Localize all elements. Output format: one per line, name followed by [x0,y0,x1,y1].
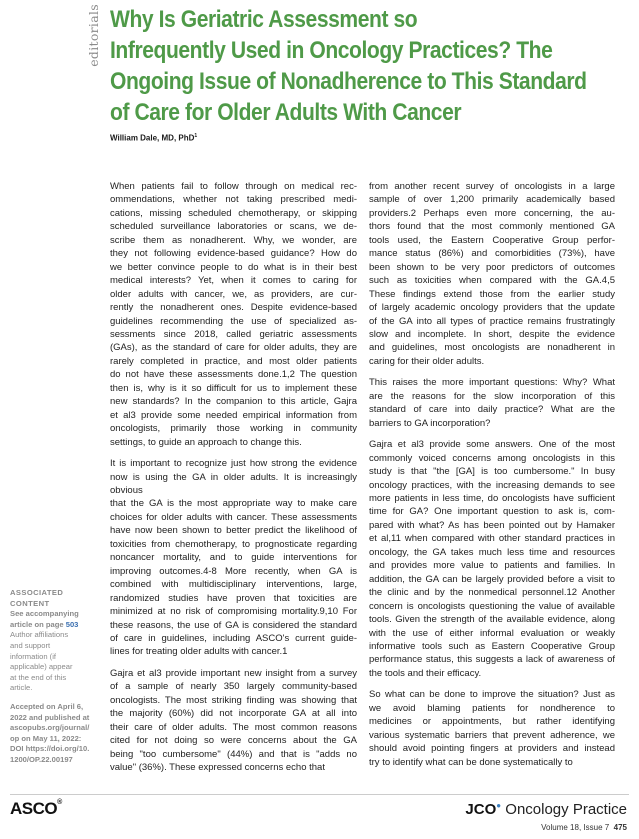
text-line: Gajra et al3 provide important new insight from a survey [110,667,357,679]
text-line: are the reasons for the slow incorporation of this [369,390,615,402]
text-line: time for GA? One important question to ask is, com- [369,506,615,518]
text-line: we avoid blaming patients for nondherence to [369,702,615,714]
text-line: more patients in less time, do oncologists have sufficient [369,492,615,504]
companion-article-link[interactable] [10,609,106,630]
text-line: barriers to GA incorporation? [369,417,491,429]
sidebar-heading-line: CONTENT [10,598,50,608]
text-line: sessments since 2018, called geriatric assessments [110,328,357,340]
text-line: et al,11 when compared with other standard practices in [369,533,615,545]
text-line: being "too cumbersome" (44%) and that is "adds no [110,748,357,760]
text-line: tools used, the Eastern Cooperative Group perfor- [369,234,615,246]
journal-title: Oncology Practice [501,801,627,818]
title-line: Infrequently Used in Oncology Practices? The [110,37,553,64]
text-line: addition, the GA can be largely provided before a visit to [369,573,615,585]
text-line: It is important to recognize just how strong the evidence [110,458,357,470]
text-line: various systematic barriers that prevent adherence, we [369,729,615,741]
text-line: have now been shown to better predict the likelihood of [110,525,357,537]
text-line: improving outcomes.4-8 More recently, when GA is [110,565,357,577]
sidebar-text-line: applicable) appear [10,662,73,672]
sidebar-text-line: op on May 11, 2022: [10,733,82,743]
text-line: value" (36%). These expressed concerns echo that [110,762,325,774]
text-line: then is, why is it so difficult for us to implement these [110,382,357,394]
text-line: and guidelines, most oncologists are nonadherent in [369,342,615,354]
text-line: lines for treating older adults with cancer.1 [110,646,288,658]
body-paragraph [369,376,615,430]
text-line: When patients fail to follow through on medical rec- [110,181,357,192]
body-paragraph [369,180,615,368]
publisher-name: ASCO [10,799,58,818]
text-line: slow and incomplete. In short, despite the evidence [369,328,615,340]
text-line: the clinic and by the nonmedical personnel.12 Another [369,587,615,599]
journal-prefix: JCO [465,801,497,818]
text-line: of care in guidelines, including ASCO's current guide- [110,632,357,644]
sidebar-heading-line: ASSOCIATED [10,588,64,597]
text-line: informative tools such as Eastern Cooperative Group [369,640,615,652]
footer-divider [10,794,629,795]
text-line: (GAs), as the standard of care for older adults, they are [110,342,357,354]
text-line: settings, to guide an approach to change this. [110,436,302,448]
text-line: medical interests? Yet, when it comes to caring for [110,275,357,287]
text-line: medicines or appointments, but rather identifying [369,716,615,728]
text-line: oncology practices, with the increasing demands to see [369,479,615,491]
text-line: oncologists, primarily those working in community [110,423,357,435]
sidebar-text-line: 1200/OP.22.00197 [10,754,73,764]
text-line: oncologists. The most striking finding was showing that [110,694,357,706]
title-line: of Care for Older Adults With Cancer [110,99,462,126]
sidebar-link-line [10,620,106,631]
text-line: thors found that the most commonly mentioned GA [369,221,615,233]
text-line: guidelines recommending the use of specialized as- [110,315,357,327]
text-line: do not have these assessments done.1,2 The question [110,369,357,381]
body-paragraph [369,438,615,680]
text-line: choices for older adults with cancer. These assessments [110,511,357,523]
text-line: cations, missing scheduled chemotherapy, or skipping [110,207,357,219]
sidebar-text-line: DOI https://doi.org/10. [10,744,90,754]
title-line: Ongoing Issue of Nonadherence to This Standard [110,68,587,95]
text-line: these reasons, the use of GA is considered the standard [110,619,357,631]
text-line: the tools and their efficacy. [369,667,482,679]
left-column [110,180,357,782]
text-line: they not following evidence-based guidance? How do [110,248,357,260]
journal-dot-icon: ● [496,801,502,810]
author-byline [110,133,197,143]
body-paragraph [110,667,357,775]
text-line: tools. Given the strength of the available evidence, along [369,614,615,626]
sidebar-link-line: See accompanying [10,609,79,619]
sidebar-text-line: Author affiliations [10,630,69,640]
companion-page-number[interactable]: 503 [65,619,79,629]
text-line: new standards? In the companion to this article, Gajra [110,396,357,408]
article-title [110,4,630,128]
sidebar-text-line: at the end of this [10,672,67,682]
sidebar-text-line: information (if [10,651,57,661]
text-line: should avoid pointing fingers at providers and instead [369,743,615,755]
section-label: editorials [86,4,101,67]
text-line: of a sample of nearly 350 largely community-based [110,681,357,693]
sidebar-text-line: article. [10,683,33,693]
text-line: of the GA into all types of practice remains frustratingly [369,315,615,327]
sidebar-text-line: ascopubs.org/journal/ [10,723,90,733]
volume-info [541,823,627,832]
text-line: their care of older adults. The most common reasons [110,721,357,733]
text-line: older adults with cancer, we, as providers, are cur- [110,288,357,300]
text-line: sample of over 1,200 primarily academically based [369,194,615,206]
sidebar-text-line: Accepted on April 6, [10,701,84,711]
text-line: with the use of either informal evaluation or weakly [369,627,615,639]
asco-logo [10,799,62,819]
title-line: Why Is Geriatric Assessment so [110,6,418,33]
sidebar-text-line: and support [10,640,51,650]
text-line: These findings extend those from the earlier study [369,288,615,300]
text-line: cited for not doing so were concerns about the GA [110,735,357,747]
text-line: the majority (60%) did not incorporate GA at all into [110,708,357,720]
text-line: caring for their older adults. [369,355,485,367]
text-line: So what can be done to improve the situation? Just as [369,689,615,701]
text-line: minimized at no risk of compromising mortality.9,10 For [110,606,357,618]
text-line: scribe them as nonadherent. Why, we wonder, are [110,234,357,246]
publication-history [10,702,106,766]
body-paragraph [369,688,615,769]
text-line: et al3 provide some needed empirical information from [110,409,357,421]
text-line: oncology, the GA takes much less time and resources [369,546,615,558]
text-line: rarely completed in practice, and most older patients [110,355,357,367]
text-line: study is that "the [GA] is too cumbersome." In busy [369,466,615,478]
right-column [369,180,615,777]
text-line: that the GA is the most appropriate way to make care [110,498,357,510]
text-line: now is using the GA in older adults. It is increasingly obvious [110,471,357,496]
article-sidebar [10,588,106,766]
volume-issue: Volume 18, Issue 7 [541,823,610,832]
body-paragraph [110,457,357,659]
text-line: such as toxicities when compared with the GA.4,5 [369,275,615,287]
text-line: standard of care into daily practice? What are the [369,404,615,416]
text-line: rently the nonadherent ones. Despite evidence-based [110,302,357,314]
text-line: concern is oncologists questioning the value of available [369,600,615,612]
text-line: This raises the more important questions: Why? What [369,377,615,389]
author-affiliation-marker: 1 [194,133,198,139]
text-line: scheduled surveillance laboratories or scans, we de- [110,221,357,233]
text-line: Gajra et al3 provide some answers. One of the most [369,439,615,451]
text-line: try to identify what can be done systematically to [369,756,573,768]
text-line: randomized studies have proven that toxicities are [110,592,357,604]
text-line: mance status (86%) and comorbidities (73%), have [369,248,615,260]
body-paragraph [110,180,357,449]
journal-name [465,801,627,818]
text-line: providers.2 Perhaps even more concerning, the au- [369,207,615,219]
text-line: been shown to be very poor predictors of outcomes [369,261,615,273]
text-line: commonly voiced concerns among oncologists in this [369,452,615,464]
text-line: of largely academic oncology providers that the update [369,302,615,314]
text-line: from another recent survey of oncologists in a large [369,181,615,192]
affiliation-note [10,630,106,694]
text-line: ommendations, whether not taking prescribed medi- [110,194,357,206]
author-name: William Dale, MD, PhD [110,133,195,143]
page-number: 475 [613,823,627,832]
text-line: toxicities from chemotherapy, to prognosticate regarding [110,538,357,550]
sidebar-text-line: 2022 and published at [10,712,90,722]
sidebar-link-text: article on page [10,619,66,629]
text-line: performance status, this suggests a lack of awareness of [369,654,615,666]
associated-content-heading [10,588,106,609]
text-line: pared with what? As has been pointed out by Hamaker [369,519,615,531]
text-line: we better convince people to do what is in their best [110,261,357,273]
text-line: combined with multidisciplinary interventions, large, [110,579,357,591]
registered-mark: ® [57,799,62,806]
text-line: and provides more value to patients and families. In [369,560,615,572]
text-line: noncancer mortality, and to guide interventions for [110,552,357,564]
